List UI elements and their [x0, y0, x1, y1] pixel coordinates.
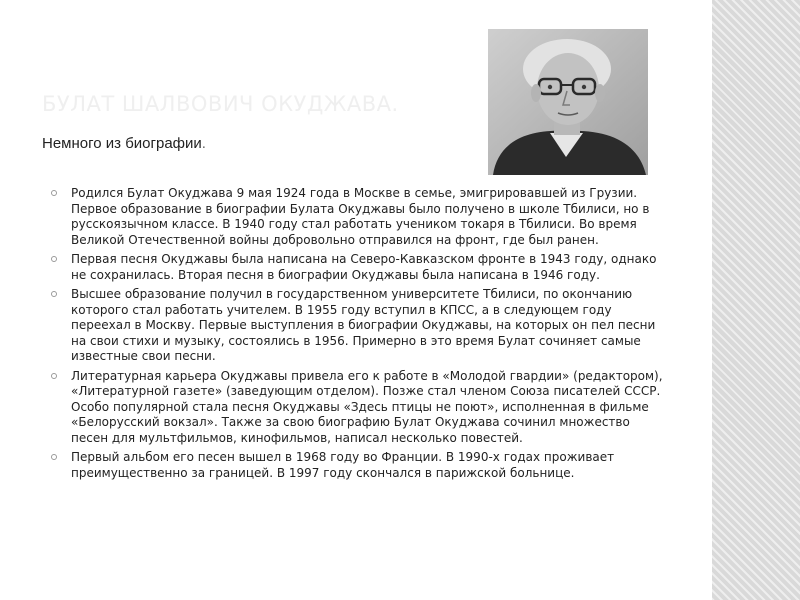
list-item: [45, 369, 670, 447]
portrait-photo: [488, 29, 648, 175]
subtitle-period: .: [201, 135, 206, 152]
list-item-text: Высшее образование получил в государственном университете Тбилиси, по окончанию которого стал работать учителем. В 1955 году вступил в КПСС, а в следующем году переехал в Москву. Первые выступления в биографии Окуджавы, на которых он пел песни на свои стихи и музыку, состоялись в 1956. Примерно в это время Булат сочиняет самые известные свои песни.: [71, 287, 656, 363]
decorative-side-band: [712, 0, 800, 600]
list-item: [45, 252, 670, 283]
biography-list: [45, 186, 670, 485]
bullet-icon: [51, 190, 57, 196]
slide-title: БУЛАТ ШАЛВОВИЧ ОКУДЖАВА.: [42, 92, 399, 116]
bullet-icon: [51, 291, 57, 297]
list-item-text: Первая песня Окуджавы была написана на Северо-Кавказском фронте в 1943 году, однако не сохранилась. Вторая песня в биографии Окуджавы была написана в 1946 году.: [71, 252, 657, 282]
slide-subtitle: [42, 135, 206, 152]
subtitle-text: Немного из биографии: [42, 135, 202, 152]
bullet-icon: [51, 454, 57, 460]
list-item-text: Первый альбом его песен вышел в 1968 году во Франции. В 1990-х годах проживает преимущественно за границей. В 1997 году скончался в парижской больнице.: [71, 450, 615, 480]
bullet-icon: [51, 256, 57, 262]
portrait-photo-icon: [488, 29, 648, 175]
bullet-icon: [51, 373, 57, 379]
list-item: [45, 287, 670, 365]
list-item-text: Литературная карьера Окуджавы привела его к работе в «Молодой гвардии» (редактором), «Литературной газете» (заведующим отделом). Позже стал членом Союза писателей СССР. Особо популярной стала песня Окуджавы «Здесь птицы не поют», исполненная в фильме «Белорусский вокзал». Также за свою биографию Булат Окуджава сочинил множество песен для мультфильмов, кинофильмов, написал несколько повестей.: [71, 368, 663, 445]
list-item-text: Родился Булат Окуджава 9 мая 1924 года в Москве в семье, эмигрировавшей из Грузии. Первое образование в биографии Булата Окуджавы было получено в школе Тбилиси, но в русскоязычном классе. В 1940 году стал работать учеником токаря в Тбилиси. Во время Великой Отечественной войны добровольно отправился на фронт, где был ранен.: [71, 186, 650, 247]
list-item: [45, 450, 670, 481]
list-item: [45, 186, 670, 248]
